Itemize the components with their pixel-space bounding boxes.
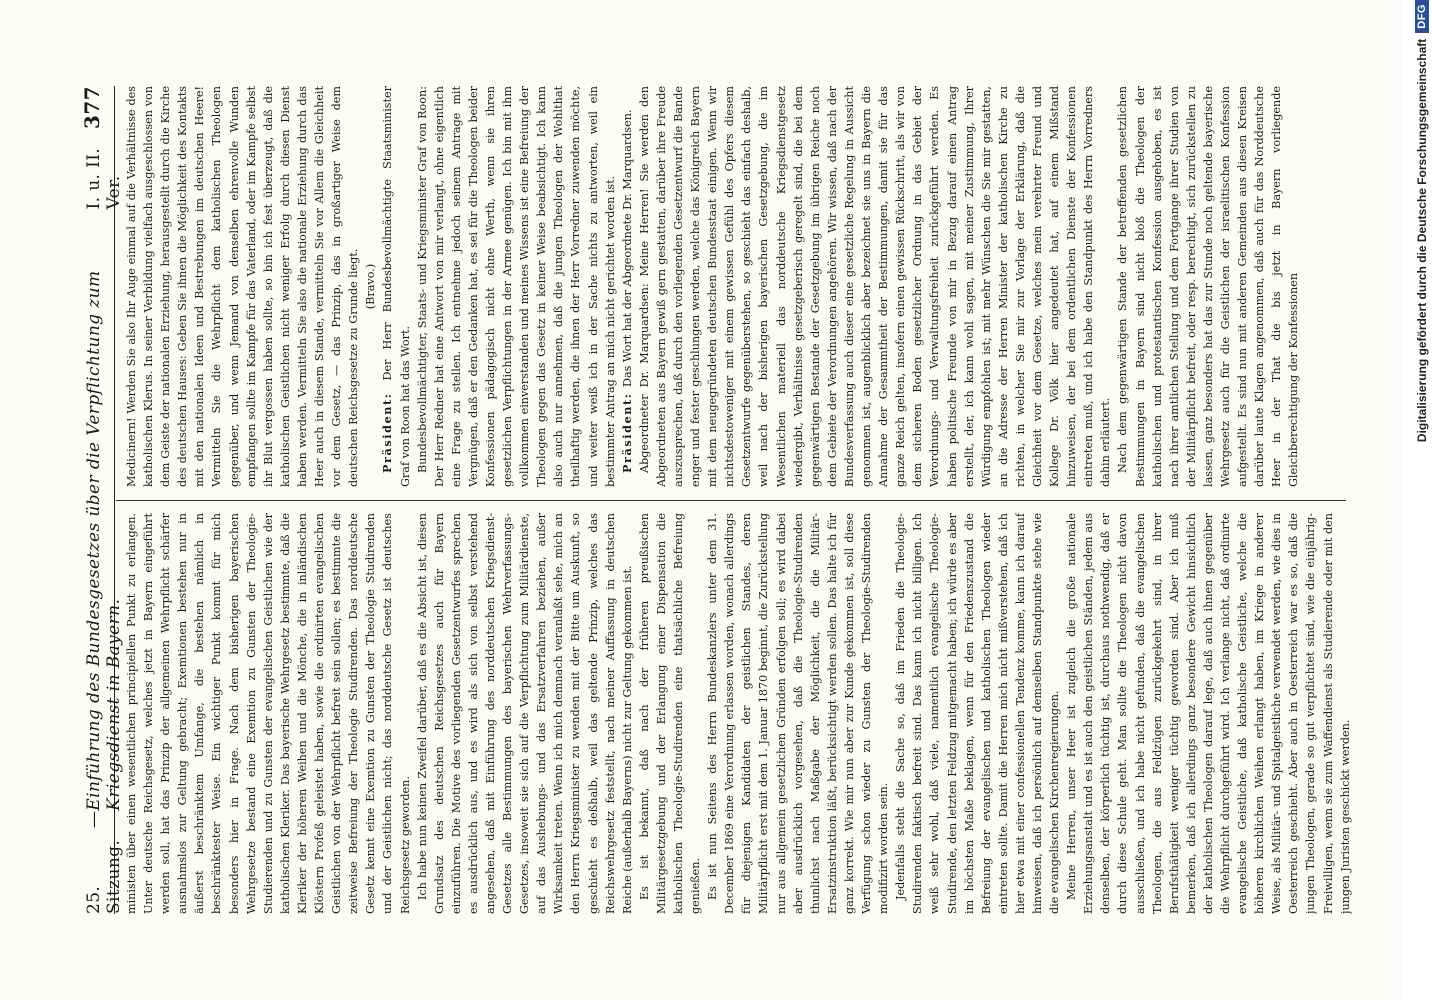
- paragraph: [636, 86, 1115, 487]
- dfg-credit: [1412, 0, 1432, 960]
- paragraph-text: Jedenfalls steht die Sache so, daß im Frieden die Theologie-Studirenden faktisch befreit sind. Das kann ich nicht billigen. Ich weiß sehr wohl, daß viele, namentlich evangelische Theologie-Studirende, den letzten Feldzug mitgemacht haben; ich würde es aber im höchsten Maße beklagen, wenn für den Friedenszustand die Befreiung der evangelischen und katholischen Theologen wieder eintreten sollte. Damit die Herren mich nicht mißverstehen, daß ich hier etwa mit einer confessionellen Tendenz komme, kann ich darauf hinweisen, daß ich persönlich auf demselben Standpunkte stehe wie die evangelischen Kirchenregierungen.: [894, 513, 1062, 914]
- paragraph-text: (Bravo.): [364, 263, 378, 310]
- session-label: 25. Sitzung.: [84, 839, 124, 914]
- paragraph-text: Das Wort hat der Abgeordnete Dr. Marquardsen.: [620, 109, 634, 388]
- paragraph: [636, 513, 704, 914]
- speaker-label: Präsident:: [380, 380, 395, 473]
- paragraph-text: Der Herr Bundesbevollmächtigte Staatsminister Graf von Roon hat das Wort.: [381, 86, 412, 487]
- paragraph: [1114, 86, 1302, 487]
- paragraph-text: Ich habe nun keinen Zweifel darüber, daß es die Absicht ist, diesen Grundsatz des deutschen Reichsgesetzes auch für Bayern einzuführen. Die Motive des vorliegenden Gesetzentwurfes sprechen es ausdrücklich aus, und es wird als sich von selbst verstehend angesehen, daß mit Einführung des norddeutschen Kriegsdienst-Gesetzes alle Bestimmungen des bayerischen Wehrverfassungs-Gesetzes, insoweit sie sich auf die Verpflichtung zum Militärdienste, auf das Aushebungs- und das Ersatzverfahren beziehen, außer Wirksamkeit treten. Wenn ich mich demnach veranlaßt sehe, mich an den Herrn Kriegsminister zu wenden mit der Bitte um Auskunft, so geschieht es deßhalb, weil das geltende Prinzip, welches das Reichswehrgesetz feststellt, nach meiner Auffassung in deutschen Reiche (außerhalb Bayerns) nicht zur Geltung gekommen ist.: [415, 513, 634, 914]
- dfg-credit-text: Digitalisierung gefördert durch die Deutsche Forschungsgemeinschaft: [1415, 38, 1429, 443]
- paragraph-text: Es ist bekannt, daß nach der früheren preußischen Militärgesetzgebung und der Erlangung einer Dispensation die katholischen Theologie-Studirenden eine thatsächliche Befreiung genießen.: [637, 513, 703, 914]
- paragraph: [362, 86, 379, 487]
- paragraph-text: Es ist nun Seitens des Herrn Bundeskanzlers unter dem 31. December 1869 eine Verordnung erlassen worden, wonach allerdings für diejenigen Kandidaten der geistlichen Standes, deren Militärpflicht erst mit dem 1. Januar 1870 beginnt, die Zurückstellung nur aus allgemein gesetzlichen Gründen erfolgen soll; es wird dabei aber ausdrücklich vorgesehen, daß die Theologie-Studirenden thunlichst nach Maßgabe der Möglichkeit, die die Militär-Ersatzinstruktion läßt, berücksichtigt werden sollen. Das halte ich für ganz korrekt. Wie mir nun aber zur Kunde gekommen ist, soll diese Verfügung schon wieder zu Gunsten der Theologie-Studirenden modifizirt worden sein.: [706, 513, 891, 914]
- paragraph: [414, 86, 619, 487]
- page-header: 25. Sitzung. — Einführung des Bundesgesetzes über die Verpflichtung zum Kriegsdienst in Bayern. I. u. II. Ver. 377: [80, 86, 124, 914]
- volume-label: I. u. II. Ver.: [84, 147, 124, 210]
- page-running-title: Einführung des Bundesgesetzes über die Verpflichtung zum Kriegsdienst in Bayern.: [84, 270, 124, 811]
- paragraph: [704, 513, 892, 914]
- paragraph: [123, 513, 414, 914]
- paragraph-text: ministen über einen wesentlichen principiellen Punkt zu erlangen. Unter deutsche Reichsgesetz, welches jetzt in Bayern eingeführt werden soll, hat das Prinzip der allgemeinen Wehrpflicht schärfer ausnahmslos zur Geltung gebracht; Exemtionen bestehen nur in äußerst beschränktem Umfange, die bestehen nämlich in beschränktester Weise. Ein wichtiger Punkt kommt für mich besonders hier in Frage. Nach dem bisherigen bayerischen Wehrgesetze bestand eine Exemtion zu Gunsten der Theologie-Studierenden und zu Gunsten der evangelischen Geistlichen wie der katholischen Kleriker. Das bayerische Wehrgesetz bestimmte, daß die Kleriker der höheren Weihen und die Mönche, die in inländischen Klöstern Profeß geleistet haben, sowie die ordinirten evangelischen Geistlichen von der Wehrpflicht befreit sein sollen; es bestimmte die zeitweise Befreiung der Theologie Studirenden. Das norddeutsche Gesetz kennt eine Exemtion zu Gunsten der Theologie Studirenden und der Geistlichen nicht; das norddeutsche Gesetz ist deutsches Reichsgesetz geworden.: [125, 513, 412, 914]
- paragraph-text: Bundesbevollmächtigter, Staats- und Kriegsminister Graf von Roon: Der Herr Redner hat eine Antwort von mir verlangt, ohne eigentlich eine Frage zu stellen. Ich entnehme jedoch seinem Antrage mit Vergnügen, daß er den Gedanken hat, es sei für die Theologen beider Konfessionen pädagogisch nicht ohne Werth, wenn sie ihren gesetzlichen Verpflichtungen in der Armee genügen. Ich bin mit ihm vollkommen einverstanden und meines Wissens ist eine Befreiung der Theologen gegen das Gesetz in keiner Weise beabsichtigt. Ich kann also auch nur annehmen, daß die jungen Theologen der Wohlthat theilhaftig werden, die ihnen der Herr Vorredner zuwenden möchte, und weiter weiß ich in der Sache nichts zu antworten, weil ein bestimmter Antrag an mich nicht gerichtet worden ist.: [415, 86, 617, 487]
- dfg-logo: DFG: [1415, 0, 1429, 33]
- speaker-label: Präsident:: [619, 387, 634, 473]
- paragraph: [619, 86, 636, 487]
- paragraph-text: Nach dem gegenwärtigen Stande der betreffenden gesetzlichen Bestimmungen in Bayern sind nicht bloß die Theologen der katholischen und protestantischen Konfession ausgehoben, es ist nach ihrer amtlichen Stellung und dem Fortgange ihrer Studien von der Militärpflicht befreit, oder resp. berechtigt, sich zurückstellen zu lassen, ganz besonders hat das zur Stunde noch geltende bayerische Wehrgesetz auch für die Geistlichen der israelitischen Konfession aufgestellt. Es sind nun mit anderen Gemeinden aus diesen Kreisen darüber laute Klagen angenommen, daß auch für das Norddeutsche Heer in der That die bis jetzt in Bayern vorliegende Gleichberechtigung der Konfessionen: [1116, 86, 1301, 487]
- page-number: 377: [80, 86, 104, 129]
- paragraph: [379, 86, 413, 487]
- right-text-column: [123, 86, 1353, 487]
- paragraph-text: Meine Herren, unser Heer ist zugleich die große nationale Erziehungsanstalt und es ist auch den geistlichen Ständen, jedem aus denselben, der körperlich tüchtig ist, durchaus nothwendig, daß er durch diese Schule geht. Man sollte die Theologen nicht davon ausschließen, und ich habe nicht gefunden, daß die evangelischen Theologen, die aus Feldzügen zurückgekehrt sind, in ihrer Berufsthätigkeit weniger tüchtig geworden sind. Aber ich muß bemerken, daß ich allerdings ganz besondere Gewicht hinsichtlich der katholischen Theologen darauf lege, daß auch ihnen gegenüber die Wehrpflicht durchgeführt wird. Ich verlange nicht, daß ordinirte evangelische Geistliche, daß katholische Geistliche, welche die höheren kirchlichen Weihen erlangt haben, im Kriege in anderer Weise, als Militär- und Spitalgeistliche verwendet werden, wie dies in Oesterreich geschieht. Aber auch in Oesterreich war es so, daß die jungen Theologen, gerade so gut verpflichtet sind, wie die einjährig-Freiwilligen, wenn sie zum Waffendienst als Studierende oder mit den jungen Juristen geschickt werden.: [1065, 513, 1352, 914]
- column-divider: [116, 500, 1346, 501]
- paragraph: [1063, 513, 1353, 914]
- dfg-credit-strip: [1402, 0, 1432, 1000]
- paragraph: [892, 513, 1063, 914]
- left-text-column: [123, 513, 1353, 914]
- paragraph: [414, 513, 636, 914]
- rotated-document-page: [66, 60, 1366, 940]
- paragraph: [123, 86, 362, 487]
- paragraph-text: Abgeordneter Dr. Marquardsen: Meine Herren! Sie werden den Abgeordneten aus Bayern gewiß gern gestatten, darüber ihre Freude auszusprechen, daß durch den vorliegenden Gesetzentwurf die Bande enger und fester geschlungen werden, welche das Königreich Bayern mit dem neugegründeten deutschen Bundesstaat einigen. Wenn wir nichtsdestoweniger mit einem gewissen Gefühl des Opfers diesem Gesetzentwurfe gegenüberstehen, so geschieht das einfach deshalb, weil nach der bisherigen bayerischen Gesetzgebung, die im Wesentlichen materiell das norddeutsche Kriegsdienstgesetz wiedergibt, Verhältnisse gesetzgeberisch geregelt sind, die bei dem gegenwärtigen Bestande der Gesetzgebung im übrigen Reiche noch dem Gebiete der Verordnungen angehören. Wir wissen, daß nach der Bundesverfassung auch dieser eine gesetzliche Regelung in Aussicht genommen ist, augenblicklich aber bezeichnet sie uns in Bayern die Annahme der Gesammtheit der Bestimmungen, damit sie für das ganze Reich gelten, insofern einen gewissen Rückschritt, als wir von dem sicheren Boden gesetzlicher Ordnung in das Gebiet der Verordnungs- und Verwaltungsfreiheit zurückgeführt werden. Es haben politische Freunde von mir in Bezug darauf einen Antrag erstellt, der, ich kann wohl sagen, mit meiner Zustimmung, Ihrer Würdigung empfohlen ist; mit mehr Wünschen die Sie mir gestatten, an die Adresse der Herren Minister der katholischen Kirche zu richten, in welcher Sie mir zur Vorlage der Erklärung, daß die Gleichheit vor dem Gesetze, welches mein verehrter Freund und Kollege Dr. Völk hier angedeutet hat, auf einem Mißstand hinzuweisen, der bei dem ordentlichen Dienste der Konfessionen eintreten muß, und ich habe den Standpunkt des Herrn Vorredners dahin erläutert.: [637, 86, 1113, 487]
- paragraph-text: Medicinern! Werden Sie also Ihr Auge einmal auf die Verhältnisse des katholischen Klerus. In seiner Verbildung vielfach ausgeschlossen von dem Geiste der nationalen Erziehung, herausgestellt durch die Kirche des deutschen Hauses: Geben Sie ihnen die Möglichkeit des Kontakts mit den nationalen Ideen und Bestrebungen im deutschen Heere! Vermitteln Sie die Wehrpflicht dem katholischen Theologen gegenüber, und wenn Jemand von denselben ehrenvolle Wunden empfangen sollte im Kampfe für das Vaterland, oder im Kampfe selbst ihr Blut vergossen haben sollte, so bin ich fest überzeugt, daß die katholischen Geistlichen nicht weniger Erfolg durch diesen Dienst haben werden. Vermitteln Sie also die nationale Erziehung durch das Heer auch in diesem Stande, vermitteln Sie vor Allem die Gleichheit vor dem Gesetz, — das Prinzip, das in großartiger Weise dem deutschen Reichsgesetze zu Grunde liegt.: [125, 86, 361, 487]
